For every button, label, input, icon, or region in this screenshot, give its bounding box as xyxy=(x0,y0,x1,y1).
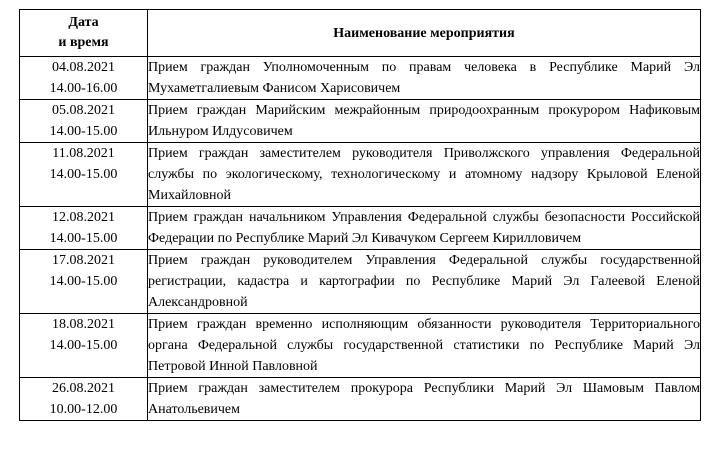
event-description: Прием граждан заместителем руководителя Приволжского управления Федеральной службы по экологическому, технологическому и атомному надзору Крыловой Еленой Михайловной xyxy=(148,143,701,207)
event-description: Прием граждан Уполномоченным по правам человека в Республике Марий Эл Мухаметгалиевым Фанисом Харисовичем xyxy=(148,57,701,100)
date-time-cell xyxy=(20,100,148,143)
event-time: 14.00-15.00 xyxy=(49,338,118,353)
event-time: 14.00-15.00 xyxy=(49,167,118,182)
event-name-column-header: Наименование мероприятия xyxy=(148,10,701,57)
date-time-cell xyxy=(20,57,148,100)
date-time-column-header xyxy=(20,10,148,57)
event-date: 05.08.2021 xyxy=(52,103,115,118)
events-schedule-table xyxy=(19,9,701,421)
event-description: Прием граждан временно исполняющим обязанности руководителя Территориального органа Федеральной службы государственной статистики по Республике Марий Эл Петровой Инной Павловной xyxy=(148,314,701,378)
date-time-cell xyxy=(20,378,148,421)
event-date: 17.08.2021 xyxy=(52,253,115,268)
date-header-line1: Дата xyxy=(68,15,99,30)
date-time-cell xyxy=(20,207,148,250)
event-time: 14.00-15.00 xyxy=(49,274,118,289)
event-description: Прием граждан Марийским межрайонным природоохранным прокурором Нафиковым Ильнуром Илдусовичем xyxy=(148,100,701,143)
event-time: 14.00-15.00 xyxy=(49,124,118,139)
event-time: 14.00-15.00 xyxy=(49,231,118,246)
event-time: 14.00-16.00 xyxy=(49,81,118,96)
date-time-cell xyxy=(20,143,148,207)
table-row xyxy=(20,378,701,421)
table-header-row xyxy=(20,10,701,57)
date-time-cell xyxy=(20,314,148,378)
event-description: Прием граждан начальником Управления Федеральной службы безопасности Российской Федерации по Республике Марий Эл Кивачуком Сергеем Кирилловичем xyxy=(148,207,701,250)
table-row xyxy=(20,314,701,378)
event-time: 10.00-12.00 xyxy=(49,402,118,417)
date-time-cell xyxy=(20,250,148,314)
table-row xyxy=(20,250,701,314)
event-date: 12.08.2021 xyxy=(52,210,115,225)
table-row xyxy=(20,100,701,143)
event-description: Прием граждан руководителем Управления Федеральной службы государственной регистрации, кадастра и картографии по Республике Марий Эл Галеевой Еленой Александровной xyxy=(148,250,701,314)
date-header-line2: и время xyxy=(58,35,109,50)
table-row xyxy=(20,143,701,207)
event-date: 18.08.2021 xyxy=(52,317,115,332)
event-date: 26.08.2021 xyxy=(52,381,115,396)
event-description: Прием граждан заместителем прокурора Республики Марий Эл Шамовым Павлом Анатольевичем xyxy=(148,378,701,421)
event-date: 11.08.2021 xyxy=(52,146,115,161)
table-row xyxy=(20,57,701,100)
event-date: 04.08.2021 xyxy=(52,60,115,75)
table-row xyxy=(20,207,701,250)
